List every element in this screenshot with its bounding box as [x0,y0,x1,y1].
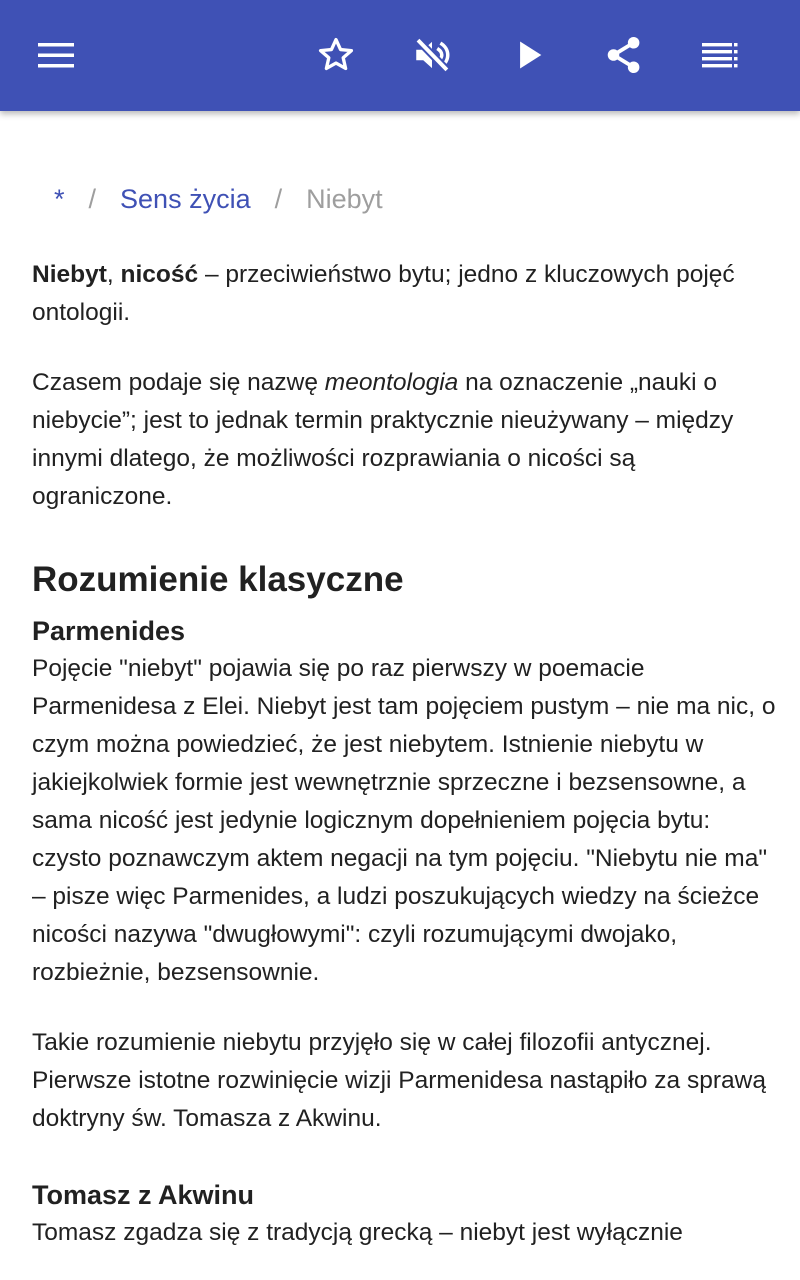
antiquity-paragraph: Takie rozumienie niebytu przyjęło się w całej filozofii antycznej. Pierwsze istotne rozwinięcie wizji Parmenidesa nastąpiło za sprawą doktryny św. Tomasza z Akwinu. [32,1029,766,1132]
intro-paragraph [32,256,776,332]
breadcrumb-parent-link[interactable]: Sens życia [120,184,251,214]
breadcrumb-root-link[interactable]: * [54,184,65,214]
subsection-heading-parmenides: Parmenides [32,616,186,646]
breadcrumb [54,179,383,219]
play-icon[interactable] [498,23,562,87]
italic-term: meontologia [324,369,459,396]
intro-comma: , [106,261,114,288]
intro-term-nicosc: nicość [120,261,199,288]
intro-text: – przeciwieństwo bytu; jedno z kluczowych pojęć ontologii. [32,261,735,326]
breadcrumb-separator: / [88,184,97,214]
paragraph-text: Czasem podaje się nazwę [32,369,325,396]
star-outline-icon[interactable] [304,23,368,87]
volume-off-icon[interactable] [400,23,464,87]
subsection-heading-aquinas: Tomasz z Akwinu [32,1180,255,1210]
meontologia-paragraph [32,364,776,516]
article-content [0,111,800,1280]
paragraph-text: na oznaczenie „nauki o niebycie”; jest to jednak termin praktycznie nieużywany – między innymi dlatego, że możliwości rozprawiania o nicości są ograniczone. [32,369,734,510]
section-heading-classical: Rozumienie klasyczne [32,560,404,599]
article-body [32,256,776,1252]
intro-term-niebyt: Niebyt [32,261,107,288]
share-icon[interactable] [592,23,656,87]
parmenides-paragraph: Pojęcie "niebyt" pojawia się po raz pierwszy w poemacie Parmenidesa z Elei. Niebyt jest tam pojęciem pustym – nie ma nic, o czym można powiedzieć, że jest niebytem. Istnienie niebytu w jakiejkolwiek formie jest wewnętrznie sprzeczne i bezsensowne, a sama nicość jest jedynie logicznym dopełnieniem pojęcia bytu: czysto poznawczym aktem negacji na tym pojęciu. "Niebytu nie ma" – pisze więc Parmenides, a ludzi poszukujących wiedzy na ścieżce nicości nazywa "dwugłowymi": czyli rozumującymi dwojako, rozbieżnie, bezsensownie. [32,655,776,986]
breadcrumb-separator: / [274,184,283,214]
table-of-contents-icon[interactable] [688,23,752,87]
breadcrumb-current: Niebyt [306,184,383,214]
aquinas-paragraph: Tomasz zgadza się z tradycją grecką – niebyt jest wyłącznie [32,1219,683,1246]
hamburger-menu-icon[interactable] [24,23,88,87]
app-bar [0,0,800,111]
